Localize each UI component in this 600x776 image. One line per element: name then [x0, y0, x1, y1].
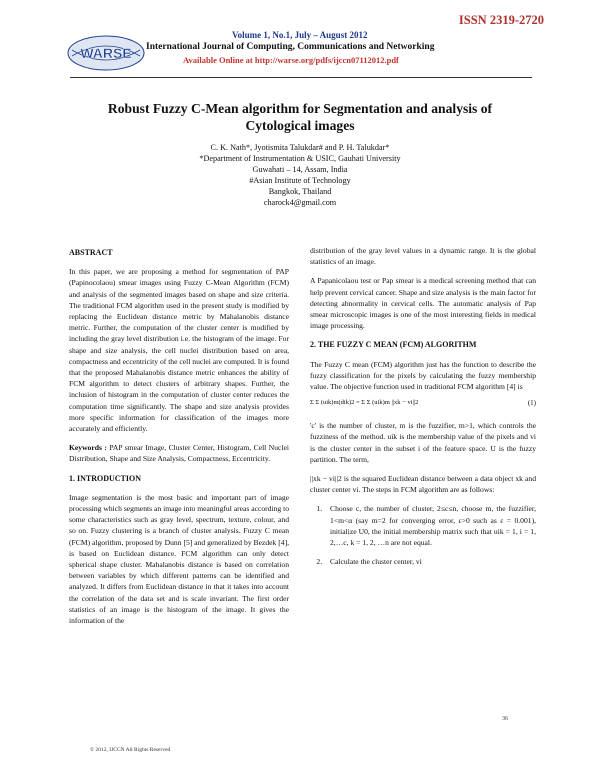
keywords-label: Keywords :: [69, 443, 107, 453]
paper-title: Robust Fuzzy C-Mean algorithm for Segmentation and analysis of Cytological images: [107, 101, 493, 133]
affiliation-line: #Asian Institute of Technology: [249, 176, 351, 185]
objective-function-equation: Σ Σ (uik)m(dik)2 = Σ Σ (uik)m ||xk − vi||2: [310, 399, 419, 407]
list-item: 2. Calculate the cluster center, vi: [324, 556, 536, 567]
warse-logo: [66, 34, 146, 72]
fcm-heading: 2. THE FUZZY C MEAN (FCM) ALGORITHM: [310, 340, 477, 350]
journal-name: International Journal of Computing, Communications and Networking: [146, 42, 435, 52]
paragraph: 'c' is the number of cluster, m is the fuzzifier, m>1, which controls the fuzziness of the method. uik is the membership value of the pixels and vi is the cluster center in the subset i of the feature space. U is the fuzzy partition. The term,: [310, 421, 536, 464]
right-column: [310, 245, 536, 575]
logo-text: WARSE: [80, 45, 132, 61]
affiliation-line: Bangkok, Thailand: [268, 187, 332, 196]
equation-row: [310, 396, 536, 412]
issn-label: ISSN 2319-2720: [458, 13, 544, 27]
volume-label: Volume 1, No.1, July – August 2012: [232, 30, 368, 40]
paragraph: distribution of the gray level values in a dynamic range. It is the global statistics of an image.: [310, 246, 536, 267]
author-email[interactable]: charock4@gmail.com: [263, 198, 337, 207]
keywords-paragraph: [69, 442, 289, 464]
page-number: 36: [502, 716, 508, 722]
abstract-heading: ABSTRACT: [69, 248, 113, 257]
header-divider: [70, 77, 532, 78]
affiliation-line: *Department of Instrumentation & USIC, Gauhati University: [199, 154, 401, 163]
fcm-steps-list: [310, 503, 536, 567]
introduction-heading: 1. INTRODUCTION: [69, 473, 142, 483]
copyright-footer: © 2012, IJCCN All Rights Reserved: [90, 747, 171, 753]
author-block: [80, 142, 520, 208]
list-item: 1. Choose c, the number of cluster, 2≤c≤n, choose m, the fuzzifier, 1<m<α (say m=2 for converging error, ε>0 such as ε = 0.001), initialize U0, the initial membership matrix such that uik = 1, i = 1, 2,…c, k = 1, 2, …n are not equal.: [324, 503, 536, 548]
paragraph: The Fuzzy C mean (FCM) algorithm just has the function to describe the fuzzy classification for the pixels by calculating the fuzzy membership value. The objective function used in traditional FCM algorithm [4] is: [310, 359, 536, 392]
paragraph: ||xk − vi||2 is the squared Euclidean distance between a data object xk and cluster center vi. The steps in FCM algorithm are as follows:: [310, 474, 536, 495]
introduction-text: Image segmentation is the most basic and important part of image processing which segments an image into meaningful areas according to some characteristics such as gray level, spectrum, texture, colour, and so on. Fuzzy clustering is a branch of cluster analysis. Fuzzy C mean (FCM) algorithm, proposed by Dunn [5] and generalized by Bezdek [4], is based on Euclidean distance. FCM algorithm can only detect spherical shape cluster. Mahalanobis distance is based on correlation between variables by which different patterns can be identified and analyzed. It differs from Euclidean distance in that it takes into account the correlation of the data set and is scale invariant. The first order statistics of an image is the histogram of the image. It gives the information of the: [69, 492, 289, 626]
keywords-text: PAP smear Image, Cluster Center, Histogram, Cell Nuclei Distribution, Shape and Size Analysis, Compactness, Eccentricity.: [69, 443, 289, 464]
paragraph: A Papanicolaou test or Pap smear is a medical screening method that can help prevent cervical cancer. Shape and size analysis is the main factor for detecting abnormality in cervical cells. The automatic analysis of Pap smear microscopic images is one of the most interesting fields in medical image processing.: [310, 276, 536, 331]
affiliation-line: Guwahati – 14, Assam, India: [252, 165, 348, 174]
authors-line: C. K. Nath*, Jyotismita Talukdar# and P. H. Talukdar*: [210, 143, 390, 152]
left-column: [69, 247, 289, 634]
available-online-link[interactable]: Available Online at http://warse.org/pdfs/ijccn07112012.pdf: [183, 55, 399, 65]
abstract-text: In this paper, we are proposing a method for segmentation of PAP (Papinocolaou) smear images using Fuzzy C-Mean Algorithm (FCM) and analysis of the segmented images based on shape and size criteria. The traditional FCM algorithm used in the present study is modified by replacing the Euclidean distance metric by Mahalanobis distance metric. Further, the computation of the cluster center is modified by including the gray level distribution i.e. the histogram of the image. For shape and size analysis, the cell nuclei distribution based on area, compactness and eccentricity of the cell nuclei are computed. It is found that the proposed Mahalanobis distance metric enhances the ability of FCM algorithm to detect clusters of arbitrary shapes. Further, the inclusion of histogram in the computation of cluster center reduces the computation time significantly. The shape and size analysis provides more specific information for classification of the images more accurately and efficiently.: [69, 267, 289, 434]
equation-number: (1): [527, 399, 536, 408]
